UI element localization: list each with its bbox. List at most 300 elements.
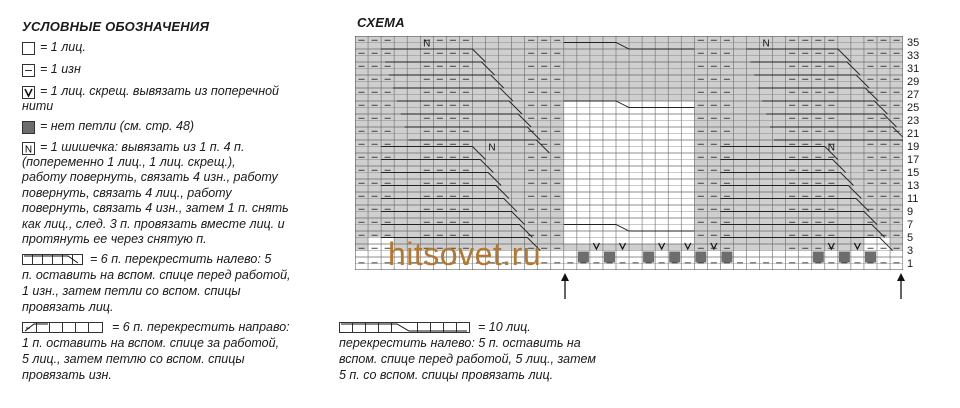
chart-cell-bg bbox=[877, 218, 890, 225]
chart-cell-bg bbox=[720, 88, 733, 95]
chart-cell-bg bbox=[538, 199, 551, 206]
chart-cell-bg bbox=[864, 218, 877, 225]
chart-cell-bg bbox=[760, 75, 773, 82]
chart-cell-bg bbox=[720, 49, 733, 56]
chart-cell-bg bbox=[655, 179, 668, 186]
chart-cell-bg bbox=[446, 75, 459, 82]
chart-cell-bg bbox=[799, 160, 812, 167]
chart-cell-bg bbox=[446, 114, 459, 121]
chart-cell-bg bbox=[368, 114, 381, 121]
chart-cell-bg bbox=[747, 147, 760, 154]
chart-cell-bg bbox=[851, 205, 864, 212]
chart-cell-bg bbox=[655, 147, 668, 154]
chart-cell-bg bbox=[525, 82, 538, 89]
chart-cell-bg bbox=[851, 153, 864, 160]
chart-cell-bg bbox=[799, 205, 812, 212]
chart-cell-bg bbox=[760, 108, 773, 115]
chart-cell-bg bbox=[407, 75, 420, 82]
chart-cell-bg bbox=[499, 114, 512, 121]
chart-cell-bg bbox=[681, 49, 694, 56]
chart-cell-bg bbox=[642, 101, 655, 108]
chart-cell-bg bbox=[812, 264, 825, 271]
chart-cell-bg bbox=[799, 127, 812, 134]
chart-cell-bg bbox=[681, 101, 694, 108]
chart-cell-bg bbox=[681, 108, 694, 115]
chart-cell-bg bbox=[864, 186, 877, 193]
chart-cell-bg bbox=[733, 264, 746, 271]
chart-cell-bg bbox=[733, 166, 746, 173]
chart-cell-bg bbox=[355, 264, 368, 271]
chart-cell-bg bbox=[381, 95, 394, 102]
chart-cell-bg bbox=[381, 212, 394, 219]
chart-cell-bg bbox=[720, 238, 733, 245]
chart-cell-bg bbox=[760, 173, 773, 180]
chart-cell-bg bbox=[407, 212, 420, 219]
chart-cell-bg bbox=[355, 121, 368, 128]
chart-cell-bg bbox=[747, 153, 760, 160]
chart-cell-bg bbox=[668, 186, 681, 193]
chart-cell-bg bbox=[355, 127, 368, 134]
chart-cell-bg bbox=[642, 173, 655, 180]
chart-cell-bg bbox=[747, 121, 760, 128]
chart-cell-bg bbox=[707, 36, 720, 43]
chart-cell-bg bbox=[616, 56, 629, 63]
chart-cell-bg bbox=[720, 186, 733, 193]
chart-cell-bg bbox=[799, 140, 812, 147]
chart-cell-bg bbox=[394, 166, 407, 173]
chart-cell-bg bbox=[564, 127, 577, 134]
chart-cell-bg bbox=[525, 173, 538, 180]
chart-cell-bg bbox=[747, 238, 760, 245]
chart-cell-bg bbox=[707, 88, 720, 95]
chart-cell-bg bbox=[525, 140, 538, 147]
chart-cell-bg bbox=[446, 36, 459, 43]
chart-cell-bg bbox=[655, 88, 668, 95]
chart-cell-bg bbox=[472, 140, 485, 147]
chart-cell-bg bbox=[538, 127, 551, 134]
chart-cell-bg bbox=[355, 160, 368, 167]
chart-cell-bg bbox=[525, 212, 538, 219]
chart-cell-bg bbox=[629, 218, 642, 225]
chart-cell-bg bbox=[681, 121, 694, 128]
chart-cell-bg bbox=[420, 199, 433, 206]
chart-cell-bg bbox=[642, 140, 655, 147]
chart-cell-bg bbox=[812, 108, 825, 115]
chart-cell-bg bbox=[720, 36, 733, 43]
chart-cell-bg bbox=[407, 147, 420, 154]
chart-cell-bg bbox=[525, 62, 538, 69]
chart-cell-bg bbox=[668, 225, 681, 232]
chart-cell-bg bbox=[877, 36, 890, 43]
chart-cell-bg bbox=[499, 121, 512, 128]
chart-cell-bg bbox=[459, 95, 472, 102]
chart-cell-bg bbox=[512, 127, 525, 134]
chart-cell-bg bbox=[812, 43, 825, 50]
chart-cell-bg bbox=[459, 140, 472, 147]
chart-cell-bg bbox=[877, 147, 890, 154]
legend-twisted-text-1: = 1 лиц. скрещ. вывязать из поперечной bbox=[40, 84, 280, 98]
chart-cell-bg bbox=[433, 62, 446, 69]
chart-cell-bg bbox=[499, 56, 512, 63]
chart-cell-bg bbox=[433, 49, 446, 56]
chart-cell-bg bbox=[786, 49, 799, 56]
chart-cell-bg bbox=[499, 108, 512, 115]
chart-cell-bg bbox=[538, 62, 551, 69]
row-label: 19 bbox=[907, 141, 920, 153]
chart-cell-bg bbox=[407, 199, 420, 206]
chart-cell-bg bbox=[668, 95, 681, 102]
chart-cell-bg bbox=[590, 179, 603, 186]
chart-cell-bg bbox=[707, 251, 720, 258]
chart-cell-bg bbox=[368, 212, 381, 219]
chart-cell-bg bbox=[368, 179, 381, 186]
chart-cell-bg bbox=[433, 36, 446, 43]
chart-cell-bg bbox=[629, 166, 642, 173]
chart-cell-bg bbox=[786, 36, 799, 43]
chart-cell-bg bbox=[472, 147, 485, 154]
chart-cell-bg bbox=[420, 212, 433, 219]
chart-cell-bg bbox=[838, 160, 851, 167]
chart-cell-bg bbox=[590, 43, 603, 50]
chart-cell-bg bbox=[799, 251, 812, 258]
chart-cell-bg bbox=[799, 192, 812, 199]
chart-cell-bg bbox=[459, 205, 472, 212]
chart-cell-bg bbox=[381, 101, 394, 108]
chart-cell-bg bbox=[590, 121, 603, 128]
chart-cell-bg bbox=[720, 140, 733, 147]
chart-cell-bg bbox=[355, 56, 368, 63]
chart-cell-bg bbox=[472, 205, 485, 212]
bobble-mark: N bbox=[762, 38, 770, 50]
chart-cell-bg bbox=[590, 153, 603, 160]
chart-cell-bg bbox=[446, 95, 459, 102]
chart-cell-bg bbox=[812, 49, 825, 56]
chart-cell-bg bbox=[525, 56, 538, 63]
chart-cell-bg bbox=[707, 173, 720, 180]
chart-cell-bg bbox=[355, 75, 368, 82]
chart-cell-bg bbox=[381, 192, 394, 199]
chart-cell-bg bbox=[812, 95, 825, 102]
chart-cell-bg bbox=[642, 147, 655, 154]
chart-cell-bg bbox=[799, 225, 812, 232]
chart-cell-bg bbox=[420, 166, 433, 173]
legend-knit-text: = 1 лиц. bbox=[40, 40, 86, 54]
chart-cell-bg bbox=[747, 140, 760, 147]
chart-cell-bg bbox=[799, 134, 812, 141]
chart-cell-bg bbox=[381, 75, 394, 82]
chart-cell-bg bbox=[668, 62, 681, 69]
chart-cell-bg bbox=[394, 186, 407, 193]
chart-cell-bg bbox=[655, 153, 668, 160]
chart-cell-bg bbox=[799, 212, 812, 219]
chart-cell-bg bbox=[551, 140, 564, 147]
chart-cell-bg bbox=[486, 225, 499, 232]
chart-cell-bg bbox=[459, 166, 472, 173]
chart-cell-bg bbox=[890, 147, 903, 154]
chart-cell-bg bbox=[877, 95, 890, 102]
chart-cell-bg bbox=[420, 75, 433, 82]
chart-cell-bg bbox=[760, 114, 773, 121]
chart-cell-bg bbox=[877, 134, 890, 141]
legend-bobble-text-5: повернуть, связать 4 изн., затем 1 п. снять bbox=[22, 201, 289, 215]
chart-cell-bg bbox=[590, 192, 603, 199]
chart-cell-bg bbox=[525, 134, 538, 141]
chart-cell-bg bbox=[577, 218, 590, 225]
chart-cell-bg bbox=[499, 173, 512, 180]
chart-cell-bg bbox=[681, 218, 694, 225]
chart-cell-bg bbox=[577, 205, 590, 212]
chart-cell-bg bbox=[472, 49, 485, 56]
chart-cell-bg bbox=[590, 56, 603, 63]
chart-cell-bg bbox=[877, 88, 890, 95]
chart-cell-bg bbox=[407, 108, 420, 115]
chart-cell-bg bbox=[368, 192, 381, 199]
chart-cell-bg bbox=[890, 186, 903, 193]
chart-cell-bg bbox=[720, 114, 733, 121]
chart-cell-bg bbox=[420, 69, 433, 76]
chart-cell-bg bbox=[877, 140, 890, 147]
chart-cell-bg bbox=[812, 179, 825, 186]
chart-cell-bg bbox=[420, 147, 433, 154]
chart-grid bbox=[355, 36, 903, 270]
chart-cell-bg bbox=[459, 101, 472, 108]
chart-cell-bg bbox=[407, 127, 420, 134]
chart-cell-bg bbox=[668, 192, 681, 199]
chart-cell-bg bbox=[420, 160, 433, 167]
chart-cell-bg bbox=[629, 134, 642, 141]
chart-cell-bg bbox=[355, 88, 368, 95]
chart-cell-bg bbox=[812, 134, 825, 141]
chart-cell-bg bbox=[733, 212, 746, 219]
chart-cell-bg bbox=[760, 56, 773, 63]
chart-cell-bg bbox=[773, 264, 786, 271]
chart-cell-bg bbox=[564, 95, 577, 102]
chart-cell-bg bbox=[355, 251, 368, 258]
chart-cell-bg bbox=[655, 212, 668, 219]
chart-cell-bg bbox=[694, 166, 707, 173]
chart-cell-bg bbox=[707, 121, 720, 128]
chart-cell-bg bbox=[668, 140, 681, 147]
chart-cell-bg bbox=[707, 192, 720, 199]
chart-cell-bg bbox=[812, 173, 825, 180]
chart-cell-bg bbox=[616, 114, 629, 121]
chart-cell-bg bbox=[564, 140, 577, 147]
chart-cell-bg bbox=[629, 173, 642, 180]
chart-cell-bg bbox=[812, 225, 825, 232]
chart-cell-bg bbox=[538, 95, 551, 102]
chart-cell-bg bbox=[564, 82, 577, 89]
chart-cell-bg bbox=[629, 153, 642, 160]
chart-cell-bg bbox=[472, 218, 485, 225]
chart-cell-bg bbox=[720, 147, 733, 154]
chart-cell-bg bbox=[525, 153, 538, 160]
chart-cell-bg bbox=[616, 36, 629, 43]
chart-cell-bg bbox=[786, 88, 799, 95]
chart-cell-bg bbox=[551, 43, 564, 50]
chart-cell-bg bbox=[773, 82, 786, 89]
chart-cell-bg bbox=[642, 218, 655, 225]
chart-cell-bg bbox=[877, 108, 890, 115]
chart-cell-bg bbox=[459, 212, 472, 219]
chart-cell-bg bbox=[420, 49, 433, 56]
chart-cell-bg bbox=[668, 205, 681, 212]
chart-cell-bg bbox=[564, 62, 577, 69]
chart-cell-bg bbox=[694, 147, 707, 154]
chart-cell-bg bbox=[564, 251, 577, 258]
chart-cell-bg bbox=[486, 212, 499, 219]
chart-cell-bg bbox=[786, 101, 799, 108]
chart-cell-bg bbox=[512, 192, 525, 199]
chart-cell-bg bbox=[733, 205, 746, 212]
chart-cell-bg bbox=[486, 108, 499, 115]
chart-cell-bg bbox=[629, 140, 642, 147]
chart-cell-bg bbox=[890, 218, 903, 225]
chart-cell-bg bbox=[877, 244, 890, 251]
chart-cell-bg bbox=[551, 127, 564, 134]
chart-cell-bg bbox=[603, 69, 616, 76]
chart-cell-bg bbox=[564, 69, 577, 76]
legend-crossright6-text-1: = 6 п. перекрестить направо: bbox=[112, 320, 290, 334]
chart-cell-bg bbox=[799, 238, 812, 245]
chart-cell-bg bbox=[407, 218, 420, 225]
chart-cell-bg bbox=[838, 75, 851, 82]
chart-cell-bg bbox=[381, 62, 394, 69]
chart-cell-bg bbox=[747, 231, 760, 238]
chart-cell-bg bbox=[655, 192, 668, 199]
chart-cell-bg bbox=[446, 108, 459, 115]
chart-cell-bg bbox=[368, 36, 381, 43]
chart-cell-bg bbox=[590, 75, 603, 82]
chart-cell-bg bbox=[499, 153, 512, 160]
chart-cell-bg bbox=[381, 173, 394, 180]
chart-cell-bg bbox=[394, 56, 407, 63]
chart-cell-bg bbox=[838, 238, 851, 245]
chart-cell-bg bbox=[355, 49, 368, 56]
chart-cell-bg bbox=[799, 101, 812, 108]
chart-cell-bg bbox=[812, 160, 825, 167]
chart-cell-bg bbox=[603, 140, 616, 147]
legend-crossright6-text-3: 5 лиц., затем петлю со вспом. спицы bbox=[22, 352, 245, 366]
chart-cell-bg bbox=[564, 225, 577, 232]
chart-cell-bg bbox=[472, 114, 485, 121]
chart-cell-bg bbox=[564, 186, 577, 193]
chart-cell-bg bbox=[512, 75, 525, 82]
chart-cell-bg bbox=[707, 160, 720, 167]
chart-cell-bg bbox=[707, 264, 720, 271]
chart-cell-bg bbox=[786, 251, 799, 258]
chart-cell-bg bbox=[603, 101, 616, 108]
chart-cell-bg bbox=[577, 147, 590, 154]
chart-cell-bg bbox=[773, 147, 786, 154]
chart-cell-bg bbox=[773, 69, 786, 76]
chart-cell-bg bbox=[694, 153, 707, 160]
row-label: 9 bbox=[907, 206, 914, 218]
chart-cell-bg bbox=[747, 127, 760, 134]
chart-cell-bg bbox=[851, 121, 864, 128]
chart-cell-bg bbox=[838, 153, 851, 160]
chart-cell-bg bbox=[642, 114, 655, 121]
chart-cell-bg bbox=[472, 127, 485, 134]
chart-cell-bg bbox=[681, 114, 694, 121]
chart-cell-bg bbox=[707, 199, 720, 206]
chart-cell-bg bbox=[486, 192, 499, 199]
chart-cell-bg bbox=[707, 49, 720, 56]
chart-cell-bg bbox=[603, 114, 616, 121]
chart-cell-bg bbox=[381, 121, 394, 128]
chart-cell-bg bbox=[355, 69, 368, 76]
chart-cell-bg bbox=[760, 127, 773, 134]
chart-cell-bg bbox=[499, 166, 512, 173]
chart-cell-bg bbox=[851, 108, 864, 115]
repeat-end-arrow-icon bbox=[895, 272, 907, 305]
chart-cell-bg bbox=[629, 205, 642, 212]
chart-cell-bg bbox=[459, 147, 472, 154]
chart-cell-bg bbox=[538, 36, 551, 43]
chart-cell-bg bbox=[590, 173, 603, 180]
chart-cell-bg bbox=[486, 199, 499, 206]
chart-cell-bg bbox=[720, 264, 733, 271]
chart-cell-bg bbox=[786, 62, 799, 69]
chart-cell-bg bbox=[629, 108, 642, 115]
chart-cell-bg bbox=[668, 231, 681, 238]
chart-cell-bg bbox=[368, 153, 381, 160]
chart-cell-bg bbox=[577, 69, 590, 76]
chart-cell-bg bbox=[629, 264, 642, 271]
chart-cell-bg bbox=[355, 147, 368, 154]
chart-cell-bg bbox=[890, 140, 903, 147]
chart-cell-bg bbox=[747, 62, 760, 69]
chart-cell-bg bbox=[877, 69, 890, 76]
no-stitch-cell bbox=[669, 252, 680, 263]
chart-cell-bg bbox=[812, 199, 825, 206]
chart-cell-bg bbox=[577, 160, 590, 167]
no-stitch-cell bbox=[721, 252, 732, 263]
chart-cell-bg bbox=[655, 225, 668, 232]
chart-cell-bg bbox=[407, 43, 420, 50]
chart-cell-bg bbox=[590, 186, 603, 193]
chart-cell-bg bbox=[668, 173, 681, 180]
chart-cell-bg bbox=[616, 212, 629, 219]
chart-cell-bg bbox=[799, 36, 812, 43]
chart-cell-bg bbox=[355, 82, 368, 89]
legend-bobble-text-7: протянуть ее через снятую п. bbox=[22, 232, 207, 246]
chart-cell-bg bbox=[577, 101, 590, 108]
chart-cell-bg bbox=[642, 69, 655, 76]
chart-cell-bg bbox=[603, 231, 616, 238]
chart-cell-bg bbox=[420, 108, 433, 115]
chart-cell-bg bbox=[577, 108, 590, 115]
chart-cell-bg bbox=[577, 173, 590, 180]
chart-cell-bg bbox=[551, 192, 564, 199]
chart-cell-bg bbox=[499, 225, 512, 232]
chart-cell-bg bbox=[694, 121, 707, 128]
chart-cell-bg bbox=[512, 114, 525, 121]
chart-cell-bg bbox=[655, 62, 668, 69]
chart-cell-bg bbox=[420, 186, 433, 193]
chart-cell-bg bbox=[433, 69, 446, 76]
chart-cell-bg bbox=[394, 225, 407, 232]
chart-cell-bg bbox=[838, 101, 851, 108]
chart-cell-bg bbox=[760, 147, 773, 154]
chart-cell-bg bbox=[603, 205, 616, 212]
chart-cell-bg bbox=[642, 56, 655, 63]
chart-cell-bg bbox=[525, 49, 538, 56]
chart-cell-bg bbox=[381, 69, 394, 76]
chart-cell-bg bbox=[877, 160, 890, 167]
chart-cell-bg bbox=[433, 166, 446, 173]
chart-cell-bg bbox=[616, 160, 629, 167]
chart-cell-bg bbox=[564, 56, 577, 63]
